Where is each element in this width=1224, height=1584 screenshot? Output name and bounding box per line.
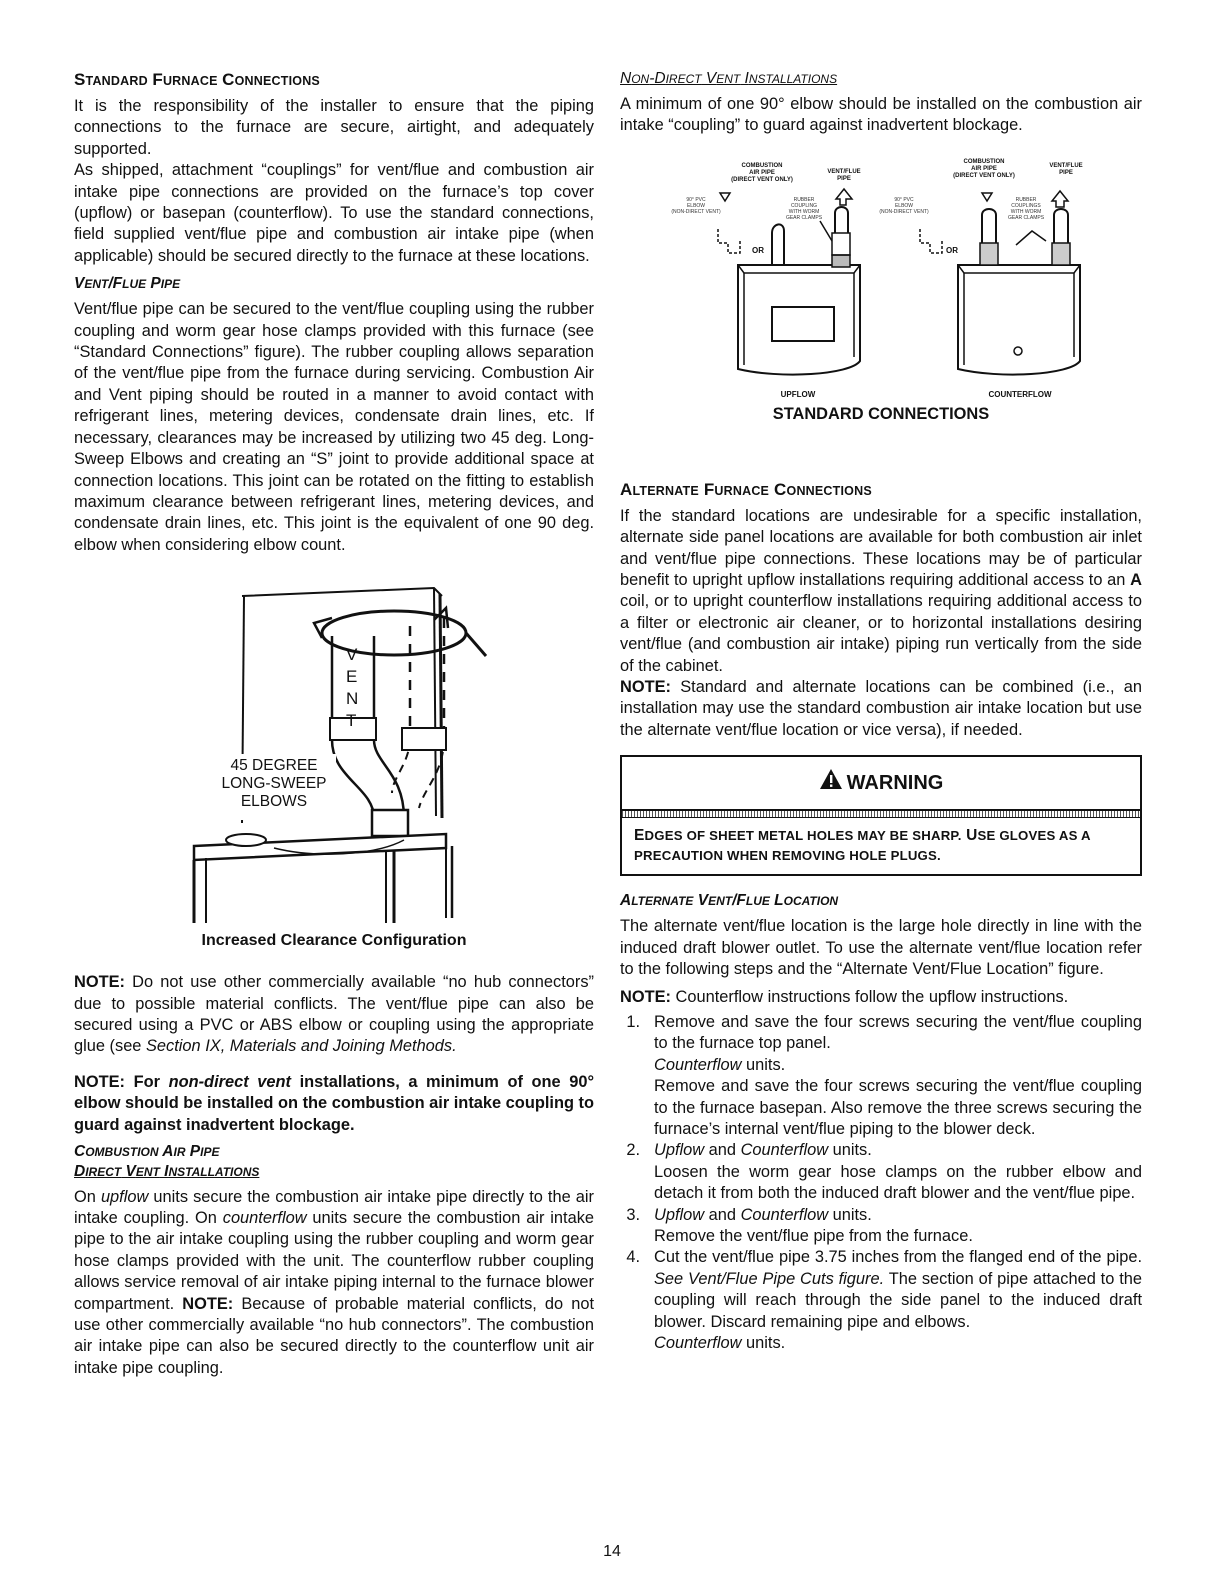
upflow-pvc-label-2: ELBOW bbox=[686, 202, 706, 209]
upflow-pvc-label-1: 90° PVC bbox=[686, 196, 706, 203]
figure-caption-standard-connections: STANDARD CONNECTIONS bbox=[772, 404, 990, 423]
counterflow-pvc-label-2: ELBOW bbox=[894, 202, 914, 209]
counterflow-or-label: OR bbox=[946, 245, 958, 255]
paragraph-vent-flue-pipe: Vent/flue pipe can be secured to the vent/flue coupling using the rubber coupling and worm gear hose clamps provided with this furnace (see “Standard Connections” figure). The rubber coupling allows separation of the vent/flue pipe from the furnace during servicing. Combustion Air and Vent piping should be routed in a manner to avoid contact with refrigerant lines, metering devices, condensate drain lines, etc. If necessary, clearances may be increased by utilizing two 45 deg. Long-Sweep Elbows and creating an “S” joint to provide additional space at connection locations. This joint can be rotated on the fitting to establish maximum clearance between refrigerant lines, metering devices, and condensate drain lines, etc. This joint is the equivalent of one 90 deg. elbow when considering elbow count. bbox=[74, 300, 594, 554]
standard-connections-diagram bbox=[620, 143, 1142, 405]
elbow-label-line3: ELBOWS bbox=[240, 793, 308, 811]
elbow-label-line2: LONG-SWEEP bbox=[221, 775, 327, 793]
counterflow-vent-label-2: PIPE bbox=[1059, 169, 1073, 176]
paragraph-direct-vent: On upflow units secure the combustion air intake pipe directly to the air intake coupling. On counterflow units secure the combustion air intake pipe to the air intake coupling using the rubber coupling and worm gear hose clamps provided with the unit. The counterflow rubber coupling allows service removal of air intake piping internal to the furnace blower compartment. NOTE: Because of probable material conflicts, do not use other commercially available “no hub connectors”. The combustion air intake pipe can also be secured directly to the counterflow unit air intake pipe coupling. bbox=[74, 1187, 595, 1377]
page-number: 14 bbox=[603, 1543, 621, 1560]
paragraph-alternate-locations: If the standard locations are undesirable for a specific installation, alternate side panel locations are available for both combustion air inlet and vent/flue pipe connections. These locations may be of particular benefit to upright upflow installations requiring additional access to an A coil, or to upright counterflow installations requiring additional access to a filter or electronic air cleaner, or to horizontal installations desiring vent/flue (and combustion air intake) piping run vertically from the side of the cabinet. bbox=[620, 506, 1142, 675]
upflow-vent-label-1: VENT/FLUE bbox=[827, 168, 861, 175]
upflow-rubber-label-4: GEAR CLAMPS bbox=[785, 214, 823, 221]
counterflow-rubber-label-3: WITH WORM bbox=[1010, 208, 1042, 215]
upflow-combustion-label-3: (DIRECT VENT ONLY) bbox=[731, 176, 793, 183]
elbow-label-line1: 45 DEGREE bbox=[230, 757, 318, 775]
warning-title: WARNING bbox=[846, 772, 944, 795]
counterflow-pvc-label-3: (NON-DIRECT VENT) bbox=[879, 208, 929, 215]
paragraph-responsibility: It is the responsibility of the installer to ensure that the piping connections to the furnace are secure, airtight, and adequately supported. bbox=[74, 97, 594, 158]
figure-caption-increased-clearance: Increased Clearance Configuration bbox=[201, 932, 467, 950]
vent-letter-t: T bbox=[346, 711, 357, 731]
upflow-rubber-label-3: WITH WORM bbox=[788, 208, 820, 215]
paragraph-note-combined: NOTE: Standard and alternate locations can be combined (i.e., an installation may use the standard combustion air intake location but use the alternate vent/flue location or vice versa), if needed. bbox=[620, 678, 1142, 739]
upflow-rubber-label-1: RUBBER bbox=[793, 196, 815, 203]
step-item: 2. Upflow and Counterflow units. Loosen the worm gear hose clamps on the rubber elbow and detach it from both the induced draft blower and the vent/flue pipe. bbox=[626, 1141, 1142, 1203]
warning-header bbox=[622, 757, 1140, 811]
vent-letter-n: N bbox=[346, 689, 359, 709]
warning-text: EDGES OF SHEET METAL HOLES MAY BE SHARP. USE GLOVES AS A PRECAUTION WHEN REMOVING HOLE PLUGS. bbox=[634, 827, 1091, 864]
upflow-combustion-label-1: COMBUSTION bbox=[741, 162, 783, 169]
figure-increased-clearance bbox=[74, 578, 594, 938]
heading-vent-flue-pipe: VENT/FLUE PIPE bbox=[74, 275, 181, 293]
step-item: 1. Remove and save the four screws securing the vent/flue coupling to the furnace top panel. Counterflow units. Remove and save the four screws securing the vent/flue coupling to the furnace basepan. Also remove the three screws securing the furnace’s internal vent/flue piping to the blower deck. bbox=[626, 1012, 1142, 1138]
heading-alternate-furnace-connections: ALTERNATE FURNACE CONNECTIONS bbox=[620, 479, 872, 499]
steps-list bbox=[620, 1012, 1142, 1355]
paragraph-note-non-direct: NOTE: For non-direct vent installations, a minimum of one 90° elbow should be installed on the combustion air intake coupling to guard against inadvertent blockage. bbox=[74, 1072, 595, 1134]
counterflow-combustion-label-1: COMBUSTION bbox=[963, 158, 1005, 165]
step-item: 4. Cut the vent/flue pipe 3.75 inches from the flanged end of the pipe. See Vent/Flue Pipe Cuts figure. The section of pipe attached to the coupling will reach through the side panel to the induced draft blower. Discard remaining pipe and elbows. Counterflow units. bbox=[626, 1248, 1142, 1352]
counterflow-pvc-label-1: 90° PVC bbox=[894, 196, 914, 203]
counterflow-rubber-label-1: RUBBER bbox=[1015, 196, 1037, 203]
counterflow-combustion-label-2: AIR PIPE bbox=[971, 165, 997, 172]
right-column bbox=[620, 70, 1142, 1354]
step-item: 3. Upflow and Counterflow units. Remove the vent/flue pipe from the furnace. bbox=[626, 1205, 973, 1245]
counterflow-combustion-label-3: (DIRECT VENT ONLY) bbox=[953, 172, 1015, 179]
paragraph-non-direct: A minimum of one 90° elbow should be installed on the combustion air intake “coupling” to guard against inadvertent blockage. bbox=[620, 95, 1142, 135]
warning-band bbox=[622, 811, 1140, 818]
paragraph-note-no-hub: NOTE: Do not use other commercially available “no hub connectors” due to possible material conflicts. The vent/flue pipe can also be secured using a PVC or ABS elbow or coupling using the appropriate glue (see Section IX, Materials and Joining Methods. bbox=[74, 973, 594, 1056]
paragraph-alternate-vent: The alternate vent/flue location is the large hole directly in line with the induced draft blower outlet. To use the alternate vent/flue location refer to the following steps and the “Alternate Vent/Flue Location” figure. bbox=[620, 917, 1142, 979]
heading-combustion-air-pipe: COMBUSTION AIR PIPE bbox=[74, 1142, 220, 1160]
counterflow-rubber-label-4: GEAR CLAMPS bbox=[1007, 214, 1045, 221]
upflow-or-label: OR bbox=[752, 245, 764, 255]
heading-alternate-vent-flue-location: ALTERNATE VENT/FLUE LOCATION bbox=[620, 892, 839, 910]
left-column bbox=[74, 70, 594, 1379]
vent-letter-e: E bbox=[346, 667, 358, 687]
upflow-vent-label-2: PIPE bbox=[837, 175, 851, 182]
clearance-diagram bbox=[74, 578, 594, 938]
upflow-rubber-label-2: COUPLING bbox=[790, 202, 818, 209]
warning-box bbox=[620, 755, 1142, 876]
paragraph-note-counterflow: NOTE: Counterflow instructions follow the upflow instructions. bbox=[620, 987, 1069, 1006]
heading-standard-furnace-connections: STANDARD FURNACE CONNECTIONS bbox=[74, 70, 320, 89]
heading-direct-vent-installations: DIRECT VENT INSTALLATIONS bbox=[74, 1162, 260, 1180]
vent-letter-v: V bbox=[346, 645, 358, 665]
warning-triangle-icon bbox=[819, 758, 843, 810]
upflow-label: UPFLOW bbox=[780, 389, 816, 399]
upflow-pvc-label-3: (NON-DIRECT VENT) bbox=[671, 208, 721, 215]
upflow-combustion-label-2: AIR PIPE bbox=[749, 169, 775, 176]
counterflow-vent-label-1: VENT/FLUE bbox=[1049, 162, 1083, 169]
paragraph-as-shipped: As shipped, attachment “couplings” for vent/flue and combustion air intake pipe connections are provided on the furnace’s top cover (upflow) or basepan (counterflow). To use the standard connections, field supplied vent/flue pipe and combustion air intake pipe (when applicable) should be secured directly to the furnace at these locations. bbox=[74, 161, 594, 265]
counterflow-label: COUNTERFLOW bbox=[988, 389, 1052, 399]
figure-standard-connections bbox=[620, 143, 1142, 405]
heading-non-direct-vent-installations: NON-DIRECT VENT INSTALLATIONS bbox=[620, 70, 838, 87]
counterflow-rubber-label-2: COUPLINGS bbox=[1011, 202, 1041, 209]
